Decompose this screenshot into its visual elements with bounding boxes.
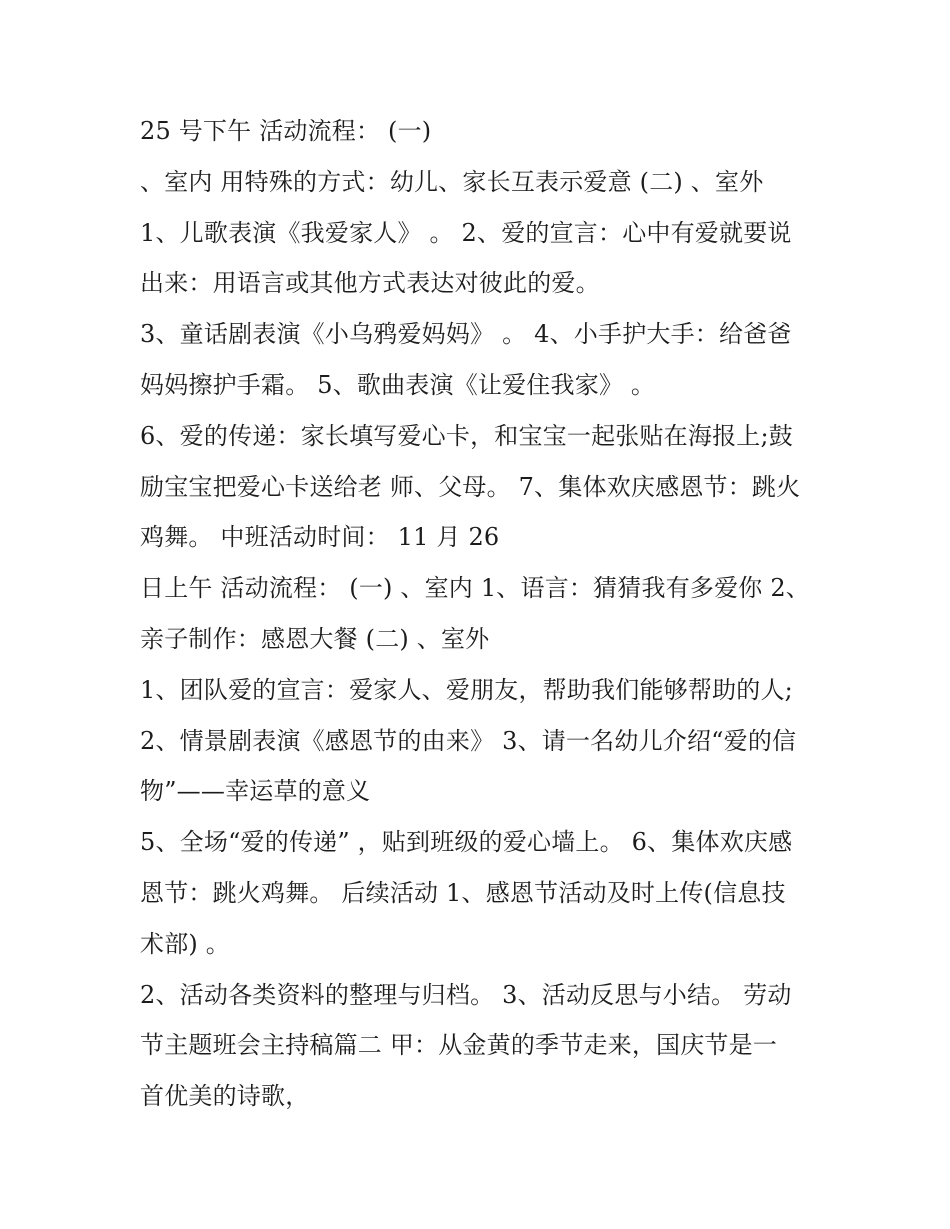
text-line: 妈妈擦护手霜。 5、歌曲表演《让爱住我家》 。 (140, 370, 656, 399)
text-line: 励宝宝把爱心卡送给老 师、父母。 7、集体欢庆感恩节：跳火 (140, 472, 801, 501)
text-line: 亲子制作：感恩大餐 (二) 、室外 (140, 624, 490, 653)
text-line: 3、童话剧表演《小乌鸦爱妈妈》 。 4、小手护大手：给爸爸 (140, 320, 792, 349)
text-line: 1、团队爱的宣言：爱家人、爱朋友，帮助我们能够帮助的人; (140, 675, 793, 704)
text-line: 25 号下午 活动流程： (一) (140, 117, 432, 145)
text-line: 、室内 用特殊的方式：幼儿、家长互表示爱意 (二) 、室外 (140, 167, 764, 196)
text-line: 恩节：跳火鸡舞。 后续活动 1、感恩节活动及时上传(信息技 (140, 878, 786, 907)
text-line: 6、爱的传递：家长填写爱心卡，和宝宝一起张贴在海报上;鼓 (140, 421, 793, 450)
document-body (140, 106, 830, 1122)
text-line: 出来：用语言或其他方式表达对彼此的爱。 (140, 269, 600, 298)
text-line: 首优美的诗歌， (140, 1082, 310, 1111)
text-line: 术部) 。 (140, 929, 230, 958)
text-line: 物”——幸运草的意义 (140, 777, 371, 806)
text-line: 2、活动各类资料的整理与归档。 3、活动反思与小结。 劳动 (140, 980, 792, 1009)
text-line: 5、全场“爱的传递” ，贴到班级的爱心墙上。 6、集体欢庆感 (140, 828, 793, 857)
text-line: 鸡舞。 中班活动时间： 11 月 26 (140, 523, 500, 552)
text-line: 2、情景剧表演《感恩节的由来》 3、请一名幼儿介绍“爱的信 (140, 726, 797, 755)
text-line: 日上午 活动流程： (一) 、室内 1、语言：猜猜我有多爱你 2、 (140, 574, 811, 603)
text-line: 节主题班会主持稿篇二 甲：从金黄的季节走来，国庆节是一 (140, 1031, 778, 1060)
text-line: 1、儿歌表演《我爱家人》 。 2、爱的宣言：心中有爱就要说 (140, 218, 792, 247)
